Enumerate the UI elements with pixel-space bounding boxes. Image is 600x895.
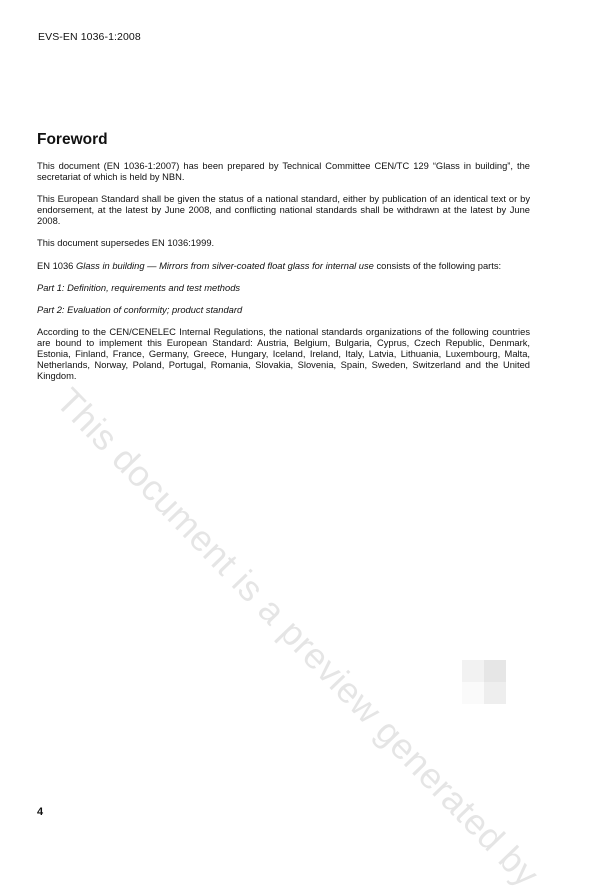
- watermark-logo-block: [462, 682, 484, 704]
- part-2-title: Part 2: Evaluation of conformity; product standard: [37, 304, 243, 315]
- foreword-paragraph-5: According to the CEN/CENELEC Internal Regulations, the national standards organizations of the following countries are bound to implement this European Standard: Austria, Belgium, Bulgaria, Cyprus, Czech Republic, Denmark, Estonia, Finland, France, Germany, Greece, Hungary, Iceland, Ireland, Italy, Latvia, Lithuania, Luxembourg, Malta, Netherlands, Norway, Poland, Portugal, Romania, Slovakia, Slovenia, Spain, Sweden, Switzerland and the United Kingdom.: [37, 326, 530, 382]
- foreword-title: Foreword: [37, 131, 108, 148]
- paragraph-4-suffix: consists of the following parts:: [373, 260, 502, 271]
- watermark-logo-block: [484, 682, 506, 704]
- part-1-title: Part 1: Definition, requirements and test methods: [37, 282, 241, 293]
- document-id-header: EVS-EN 1036-1:2008: [38, 31, 141, 43]
- foreword-paragraph-4: [37, 261, 530, 272]
- page-number: 4: [37, 806, 44, 818]
- paragraph-4-prefix: EN 1036: [37, 260, 76, 271]
- foreword-paragraph-3: This document supersedes EN 1036:1999.: [37, 238, 215, 249]
- foreword-paragraph-1: This document (EN 1036-1:2007) has been prepared by Technical Committee CEN/TC 129 “Glass in building”, the secretariat of which is held by NBN.: [37, 161, 530, 183]
- preview-watermark: This document is a preview generated by: [48, 380, 548, 895]
- watermark-logo-block: [484, 660, 506, 682]
- foreword-paragraph-2: This European Standard shall be given the status of a national standard, either by publication of an identical text or by endorsement, at the latest by June 2008, and conflicting national standards shall be withdrawn at the latest by June 2008.: [37, 194, 530, 227]
- standard-title-italic: Glass in building — Mirrors from silver-coated float glass for internal use: [75, 260, 374, 271]
- watermark-logo-block: [462, 660, 484, 682]
- foreword-section: [37, 131, 530, 393]
